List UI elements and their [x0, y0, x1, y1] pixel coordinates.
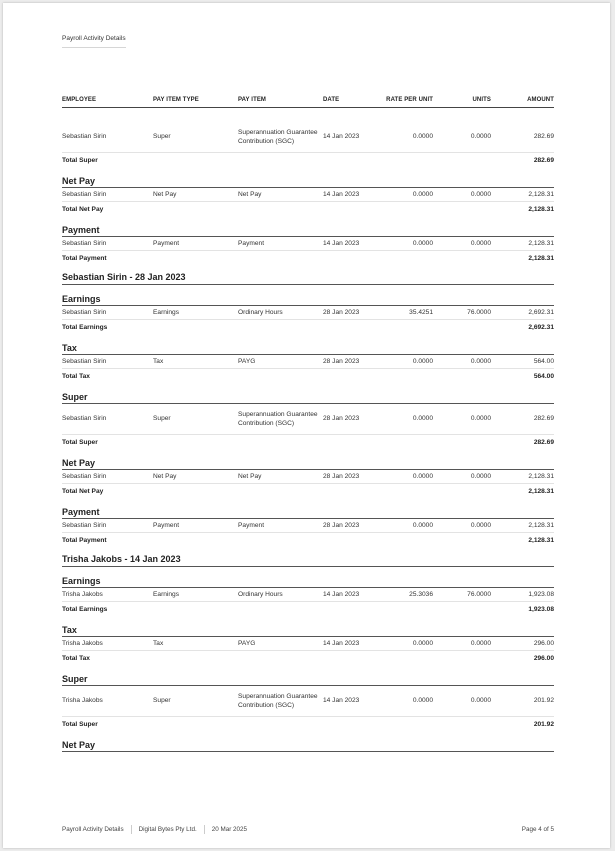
cell-pay-item: Net Pay [238, 473, 262, 480]
column-header-employee: EMPLOYEE [62, 97, 97, 103]
cell-amount: 201.92 [533, 697, 554, 705]
employee-period-heading: Sebastian Sirin - 28 Jan 2023 [62, 271, 554, 285]
table-row [62, 470, 554, 484]
cell-amount: 2,128.31 [528, 191, 554, 198]
cell-pay-item: PAYG [238, 358, 256, 365]
cell-date: 14 Jan 2023 [323, 133, 360, 141]
cell-employee: Sebastian Sirin [62, 522, 107, 529]
total-amount: 201.92 [533, 720, 554, 728]
cell-pay-item: PAYG [238, 640, 256, 647]
cell-date: 14 Jan 2023 [323, 591, 360, 598]
cell-amount: 1,923.08 [528, 591, 554, 598]
cell-rate-per-unit: 0.0000 [412, 240, 433, 247]
footer-page-number: Page 4 of 5 [521, 826, 554, 833]
section-heading: Super [62, 672, 554, 686]
table-row [62, 122, 554, 153]
cell-units: 0.0000 [470, 358, 491, 365]
cell-units: 0.0000 [470, 415, 491, 423]
cell-units: 0.0000 [470, 522, 491, 529]
cell-amount: 2,128.31 [528, 240, 554, 247]
cell-pay-item-type: Super [153, 697, 171, 705]
cell-rate-per-unit: 0.0000 [412, 640, 433, 647]
cell-units: 0.0000 [470, 697, 491, 705]
cell-units: 0.0000 [470, 133, 491, 141]
cell-rate-per-unit: 0.0000 [412, 522, 433, 529]
footer-divider [131, 825, 132, 834]
total-label: Total Super [62, 720, 98, 728]
section-heading: Payment [62, 505, 554, 519]
cell-pay-item-type: Earnings [153, 309, 180, 316]
footer-report-name: Payroll Activity Details [62, 826, 124, 833]
document-page [3, 3, 610, 848]
cell-rate-per-unit: 25.3036 [409, 591, 433, 598]
section-heading: Earnings [62, 574, 554, 588]
cell-amount: 2,128.31 [528, 473, 554, 480]
total-amount: 2,692.31 [528, 323, 554, 331]
employee-period-heading: Trisha Jakobs - 14 Jan 2023 [62, 553, 554, 567]
total-amount: 2,128.31 [528, 487, 554, 495]
cell-date: 14 Jan 2023 [323, 697, 360, 705]
total-amount: 2,128.31 [528, 205, 554, 213]
cell-pay-item-type: Net Pay [153, 191, 177, 198]
total-row [62, 533, 554, 547]
cell-employee: Sebastian Sirin [62, 415, 107, 423]
cell-units: 0.0000 [470, 473, 491, 480]
cell-pay-item: Payment [238, 240, 265, 247]
cell-units: 0.0000 [470, 640, 491, 647]
cell-units: 76.0000 [467, 309, 491, 316]
total-amount: 1,923.08 [528, 605, 554, 613]
cell-amount: 2,128.31 [528, 522, 554, 529]
cell-pay-item-type: Super [153, 133, 171, 141]
cell-pay-item-type: Net Pay [153, 473, 177, 480]
total-amount: 2,128.31 [528, 254, 554, 262]
cell-date: 28 Jan 2023 [323, 358, 360, 365]
total-row [62, 651, 554, 665]
section-heading: Net Pay [62, 738, 554, 752]
total-row [62, 153, 554, 167]
cell-date: 14 Jan 2023 [323, 191, 360, 198]
total-amount: 2,128.31 [528, 536, 554, 544]
total-row [62, 717, 554, 731]
total-label: Total Net Pay [62, 487, 104, 495]
cell-pay-item: Net Pay [238, 191, 262, 198]
total-row [62, 484, 554, 498]
column-header-pay-item-type: PAY ITEM TYPE [153, 97, 199, 103]
total-label: Total Tax [62, 372, 90, 380]
cell-rate-per-unit: 0.0000 [412, 133, 433, 141]
cell-units: 0.0000 [470, 191, 491, 198]
total-row [62, 251, 554, 265]
table-row [62, 637, 554, 651]
cell-date: 28 Jan 2023 [323, 415, 360, 423]
cell-pay-item: Superannuation Guarantee Contribution (SGC) [238, 128, 318, 145]
cell-pay-item-type: Tax [153, 358, 164, 365]
table-header [62, 93, 554, 108]
total-row [62, 435, 554, 449]
total-label: Total Tax [62, 654, 90, 662]
cell-amount: 282.69 [533, 133, 554, 141]
footer-company: Digital Bytes Pty Ltd. [138, 826, 197, 833]
section-heading: Earnings [62, 292, 554, 306]
total-row [62, 369, 554, 383]
table-row [62, 306, 554, 320]
total-amount: 282.69 [533, 156, 554, 164]
total-amount: 282.69 [533, 438, 554, 446]
total-label: Total Earnings [62, 323, 108, 331]
total-row [62, 320, 554, 334]
cell-employee: Sebastian Sirin [62, 473, 107, 480]
total-row [62, 202, 554, 216]
column-header-rate-per-unit: RATE PER UNIT [386, 97, 433, 103]
column-header-pay-item: PAY ITEM [238, 97, 267, 103]
cell-date: 28 Jan 2023 [323, 522, 360, 529]
total-label: Total Super [62, 156, 98, 164]
cell-rate-per-unit: 0.0000 [412, 697, 433, 705]
section-heading: Net Pay [62, 174, 554, 188]
cell-pay-item: Superannuation Guarantee Contribution (SGC) [238, 410, 318, 427]
cell-pay-item: Superannuation Guarantee Contribution (SGC) [238, 692, 318, 709]
cell-employee: Sebastian Sirin [62, 309, 107, 316]
total-row [62, 602, 554, 616]
cell-date: 14 Jan 2023 [323, 240, 360, 247]
cell-employee: Sebastian Sirin [62, 358, 107, 365]
cell-pay-item-type: Payment [153, 522, 180, 529]
column-header-date: DATE [323, 97, 340, 103]
table-row [62, 404, 554, 435]
table-row [62, 188, 554, 202]
cell-rate-per-unit: 0.0000 [412, 473, 433, 480]
cell-rate-per-unit: 0.0000 [412, 358, 433, 365]
cell-pay-item: Ordinary Hours [238, 309, 283, 316]
cell-employee: Sebastian Sirin [62, 133, 107, 141]
section-heading: Tax [62, 623, 554, 637]
cell-rate-per-unit: 0.0000 [412, 191, 433, 198]
cell-amount: 2,692.31 [528, 309, 554, 316]
footer-date: 20 Mar 2025 [211, 826, 248, 833]
cell-pay-item-type: Super [153, 415, 171, 423]
table-row [62, 355, 554, 369]
column-header-units: UNITS [472, 97, 491, 103]
section-heading: Tax [62, 341, 554, 355]
cell-employee: Sebastian Sirin [62, 191, 107, 198]
report-content [62, 93, 554, 752]
document-title: Payroll Activity Details [62, 35, 126, 48]
total-label: Total Payment [62, 536, 107, 544]
section-heading: Super [62, 390, 554, 404]
cell-units: 0.0000 [470, 240, 491, 247]
cell-pay-item-type: Tax [153, 640, 164, 647]
section-heading: Payment [62, 223, 554, 237]
footer-divider [204, 825, 205, 834]
cell-pay-item: Ordinary Hours [238, 591, 283, 598]
cell-amount: 296.00 [533, 640, 554, 647]
cell-employee: Trisha Jakobs [62, 697, 103, 705]
cell-rate-per-unit: 35.4251 [409, 309, 433, 316]
cell-amount: 564.00 [533, 358, 554, 365]
cell-date: 28 Jan 2023 [323, 473, 360, 480]
cell-employee: Trisha Jakobs [62, 591, 103, 598]
cell-employee: Trisha Jakobs [62, 640, 103, 647]
header-spacer [62, 108, 554, 122]
total-label: Total Payment [62, 254, 107, 262]
page-footer [62, 825, 554, 834]
cell-pay-item-type: Payment [153, 240, 180, 247]
cell-date: 14 Jan 2023 [323, 640, 360, 647]
table-row [62, 588, 554, 602]
total-label: Total Net Pay [62, 205, 104, 213]
total-amount: 564.00 [533, 372, 554, 380]
total-amount: 296.00 [533, 654, 554, 662]
cell-pay-item: Payment [238, 522, 265, 529]
section-heading: Net Pay [62, 456, 554, 470]
total-label: Total Super [62, 438, 98, 446]
table-row [62, 686, 554, 717]
total-label: Total Earnings [62, 605, 108, 613]
report-body [62, 122, 554, 752]
cell-amount: 282.69 [533, 415, 554, 423]
cell-employee: Sebastian Sirin [62, 240, 107, 247]
table-row [62, 237, 554, 251]
cell-date: 28 Jan 2023 [323, 309, 360, 316]
cell-pay-item-type: Earnings [153, 591, 180, 598]
cell-rate-per-unit: 0.0000 [412, 415, 433, 423]
column-header-amount: AMOUNT [527, 97, 554, 103]
table-row [62, 519, 554, 533]
cell-units: 76.0000 [467, 591, 491, 598]
